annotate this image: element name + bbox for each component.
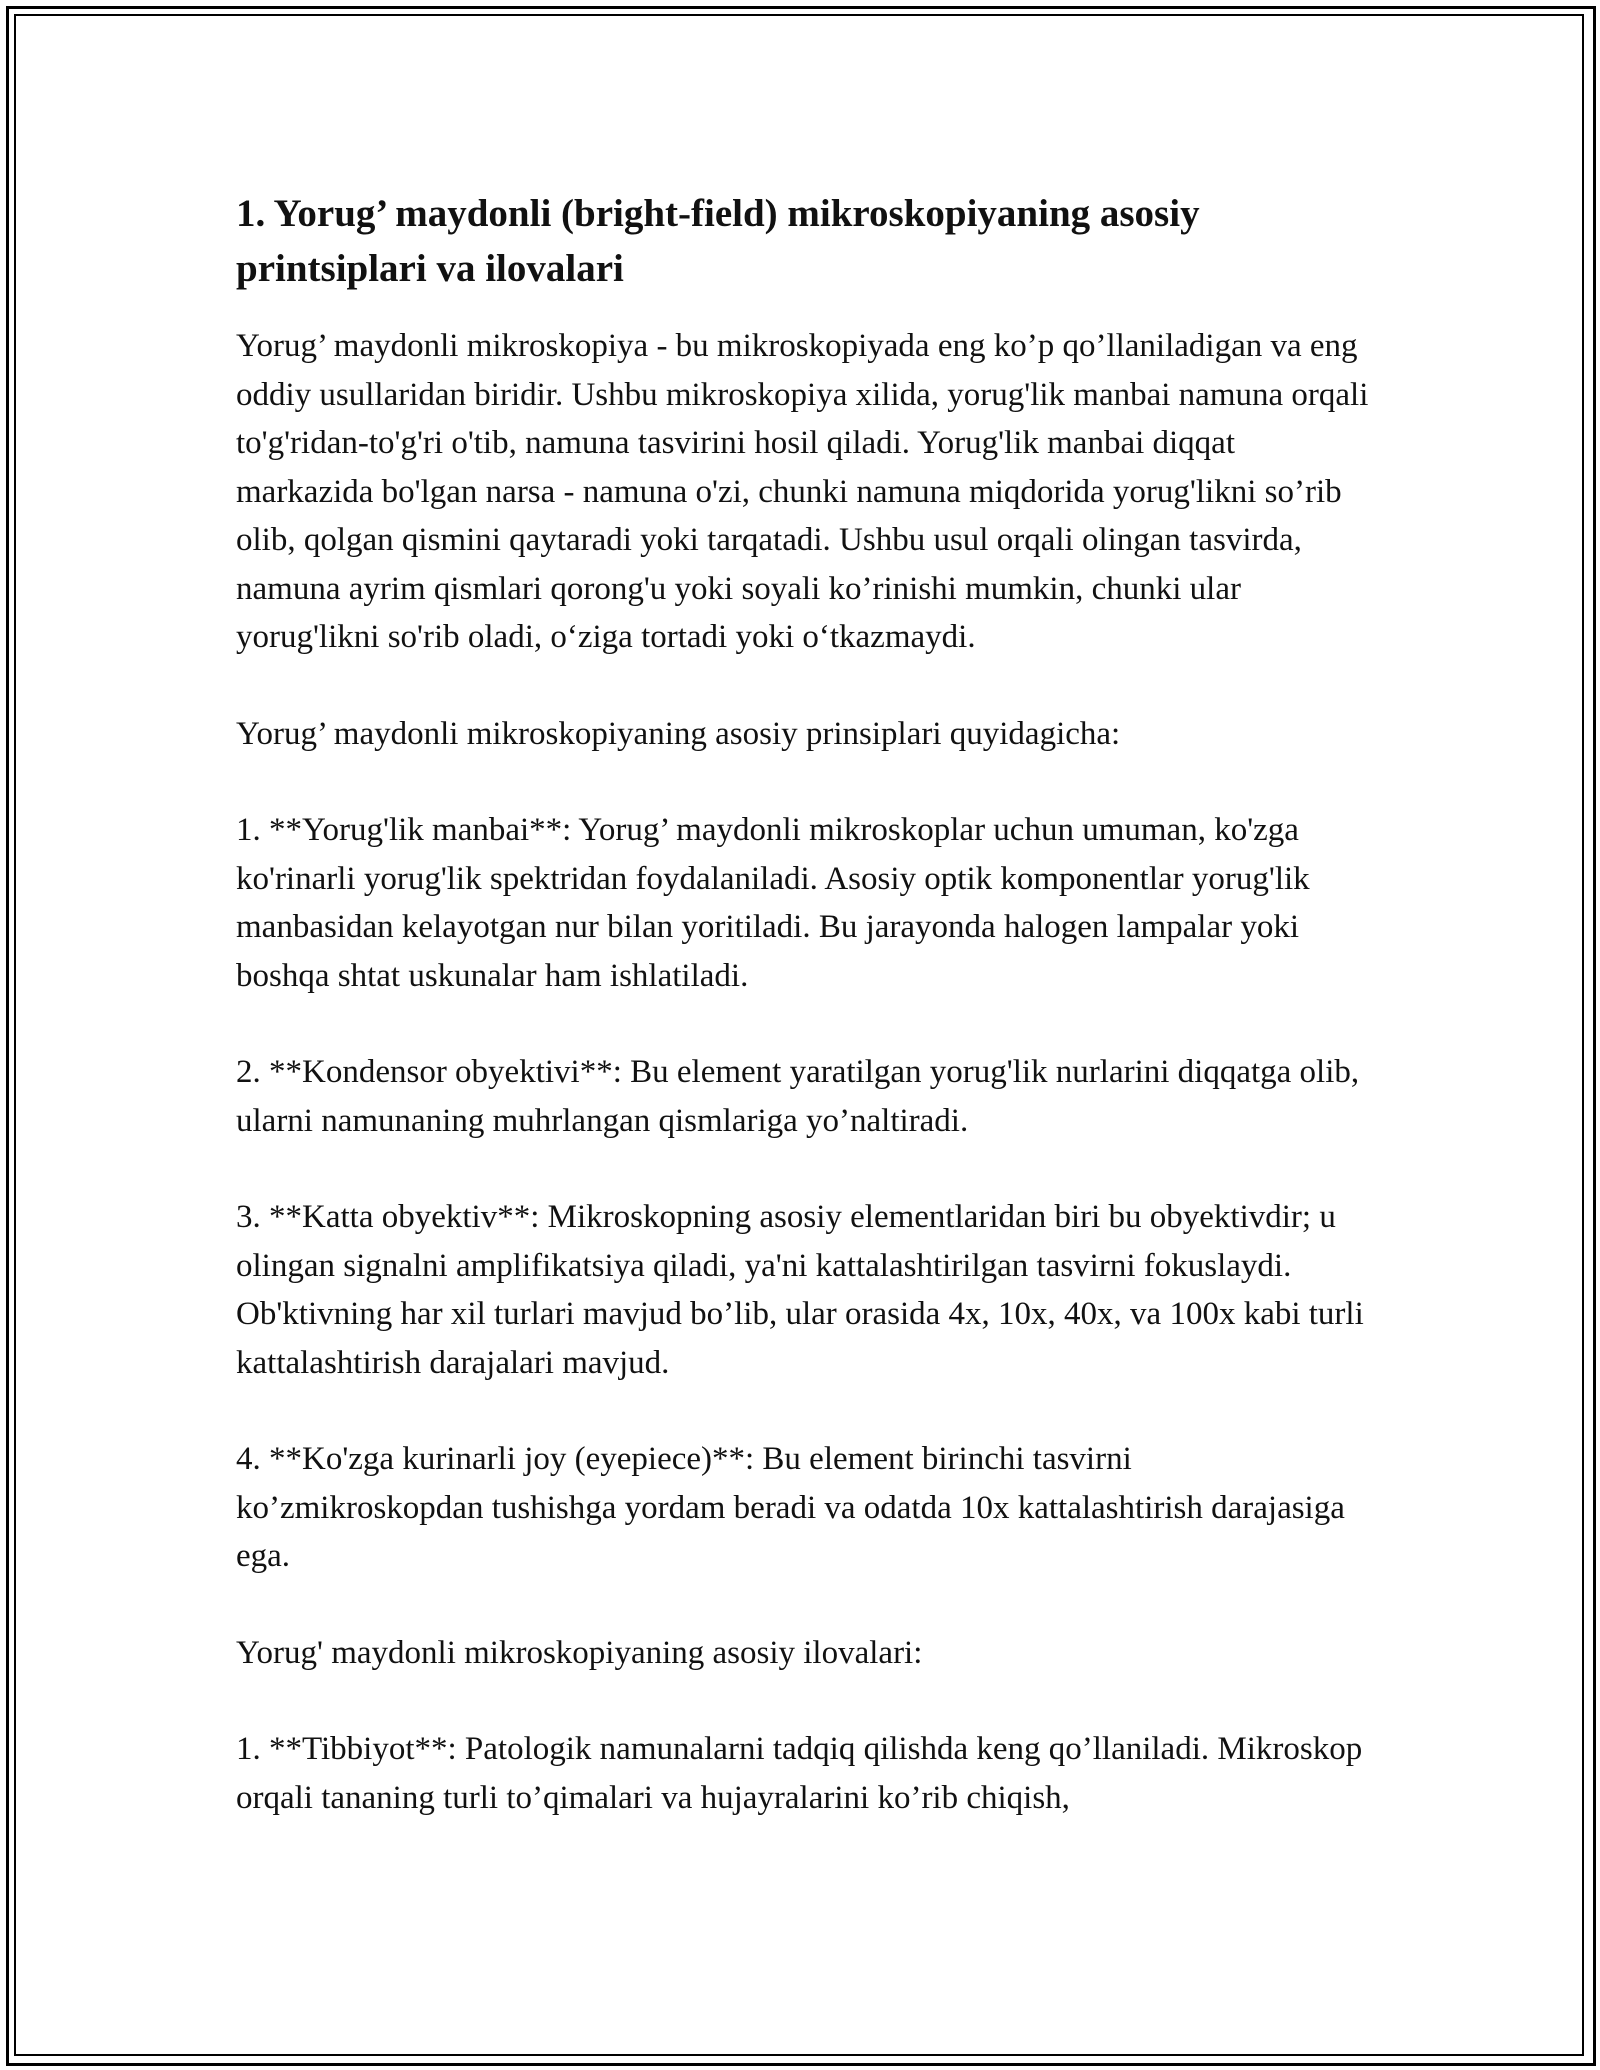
principle-light-source: 1. **Yorug'lik manbai**: Yorug’ maydonli mikroskoplar uchun umuman, ko'zga ko'rinarli yorug'lik spektridan foydalaniladi. Asosiy optik komponentlar yorug'lik manbasidan kelayotgan nur bilan yoritiladi. Bu jarayonda halogen lampalar yoki boshqa shtat uskunalar ham ishlatiladi. [236,812,1310,994]
intro-paragraph: Yorug’ maydonli mikroskopiya - bu mikroskopiyada eng ko’p qo’llaniladigan va eng oddiy usullaridan biridir. Ushbu mikroskopiya xilida, yorug'lik manbai namuna orqali to'g'ridan-to'g'ri o'tib, namuna tasvirini hosil qiladi. Yorug'lik manbai diqqat markazida bo'lgan narsa - namuna o'zi, chunki namuna miqdorida yorug'likni so’rib olib, qolgan qismini qaytaradi yoki tarqatadi. Ushbu usul orqali olingan tasvirda, namuna ayrim qismlari qorong'u yoki soyali ko’rinishi mumkin, chunki ular yorug'likni so'rib oladi, o‘ziga tortadi yoki o‘tkazmaydi. [236,328,1369,655]
principle-objective: 3. **Katta obyektiv**: Mikroskopning asosiy elementlaridan biri bu obyektivdir; u olingan signalni amplifikatsiya qiladi, ya'ni kattalashtirilgan tasvirni fokuslaydi. Ob'ktivning har xil turlari mavjud bo’lib, ular orasida 4x, 10x, 40x, va 100x kabi turli kattalashtirish darajalari mavjud. [236,1199,1364,1381]
principle-condenser: 2. **Kondensor obyektivi**: Bu element yaratilgan yorug'lik nurlarini diqqatga olib, ularni namunaning muhrlangan qismlariga yo’naltiradi. [236,1054,1360,1139]
section-heading: 1. Yorug’ maydonli (bright-field) mikroskopiyaning asosiy printsiplari va ilovalari [236,192,1200,290]
principles-intro: Yorug’ maydonli mikroskopiyaning asosiy prinsiplari quyidagicha: [236,715,1121,752]
applications-intro: Yorug' maydonli mikroskopiyaning asosiy ilovalari: [236,1634,923,1671]
document-body [236,186,1376,1822]
principle-eyepiece: 4. **Ko'zga kurinarli joy (eyepiece)**: Bu element birinchi tasvirni ko’zmikroskopdan tushishga yordam beradi va odatda 10x kattalashtirish darajasiga ega. [236,1441,1345,1574]
application-medicine: 1. **Tibbiyot**: Patologik namunalarni tadqiq qilishda keng qo’llaniladi. Mikroskop orqali tananing turli to’qimalari va hujayralarini ko’rib chiqish, [236,1731,1363,1816]
